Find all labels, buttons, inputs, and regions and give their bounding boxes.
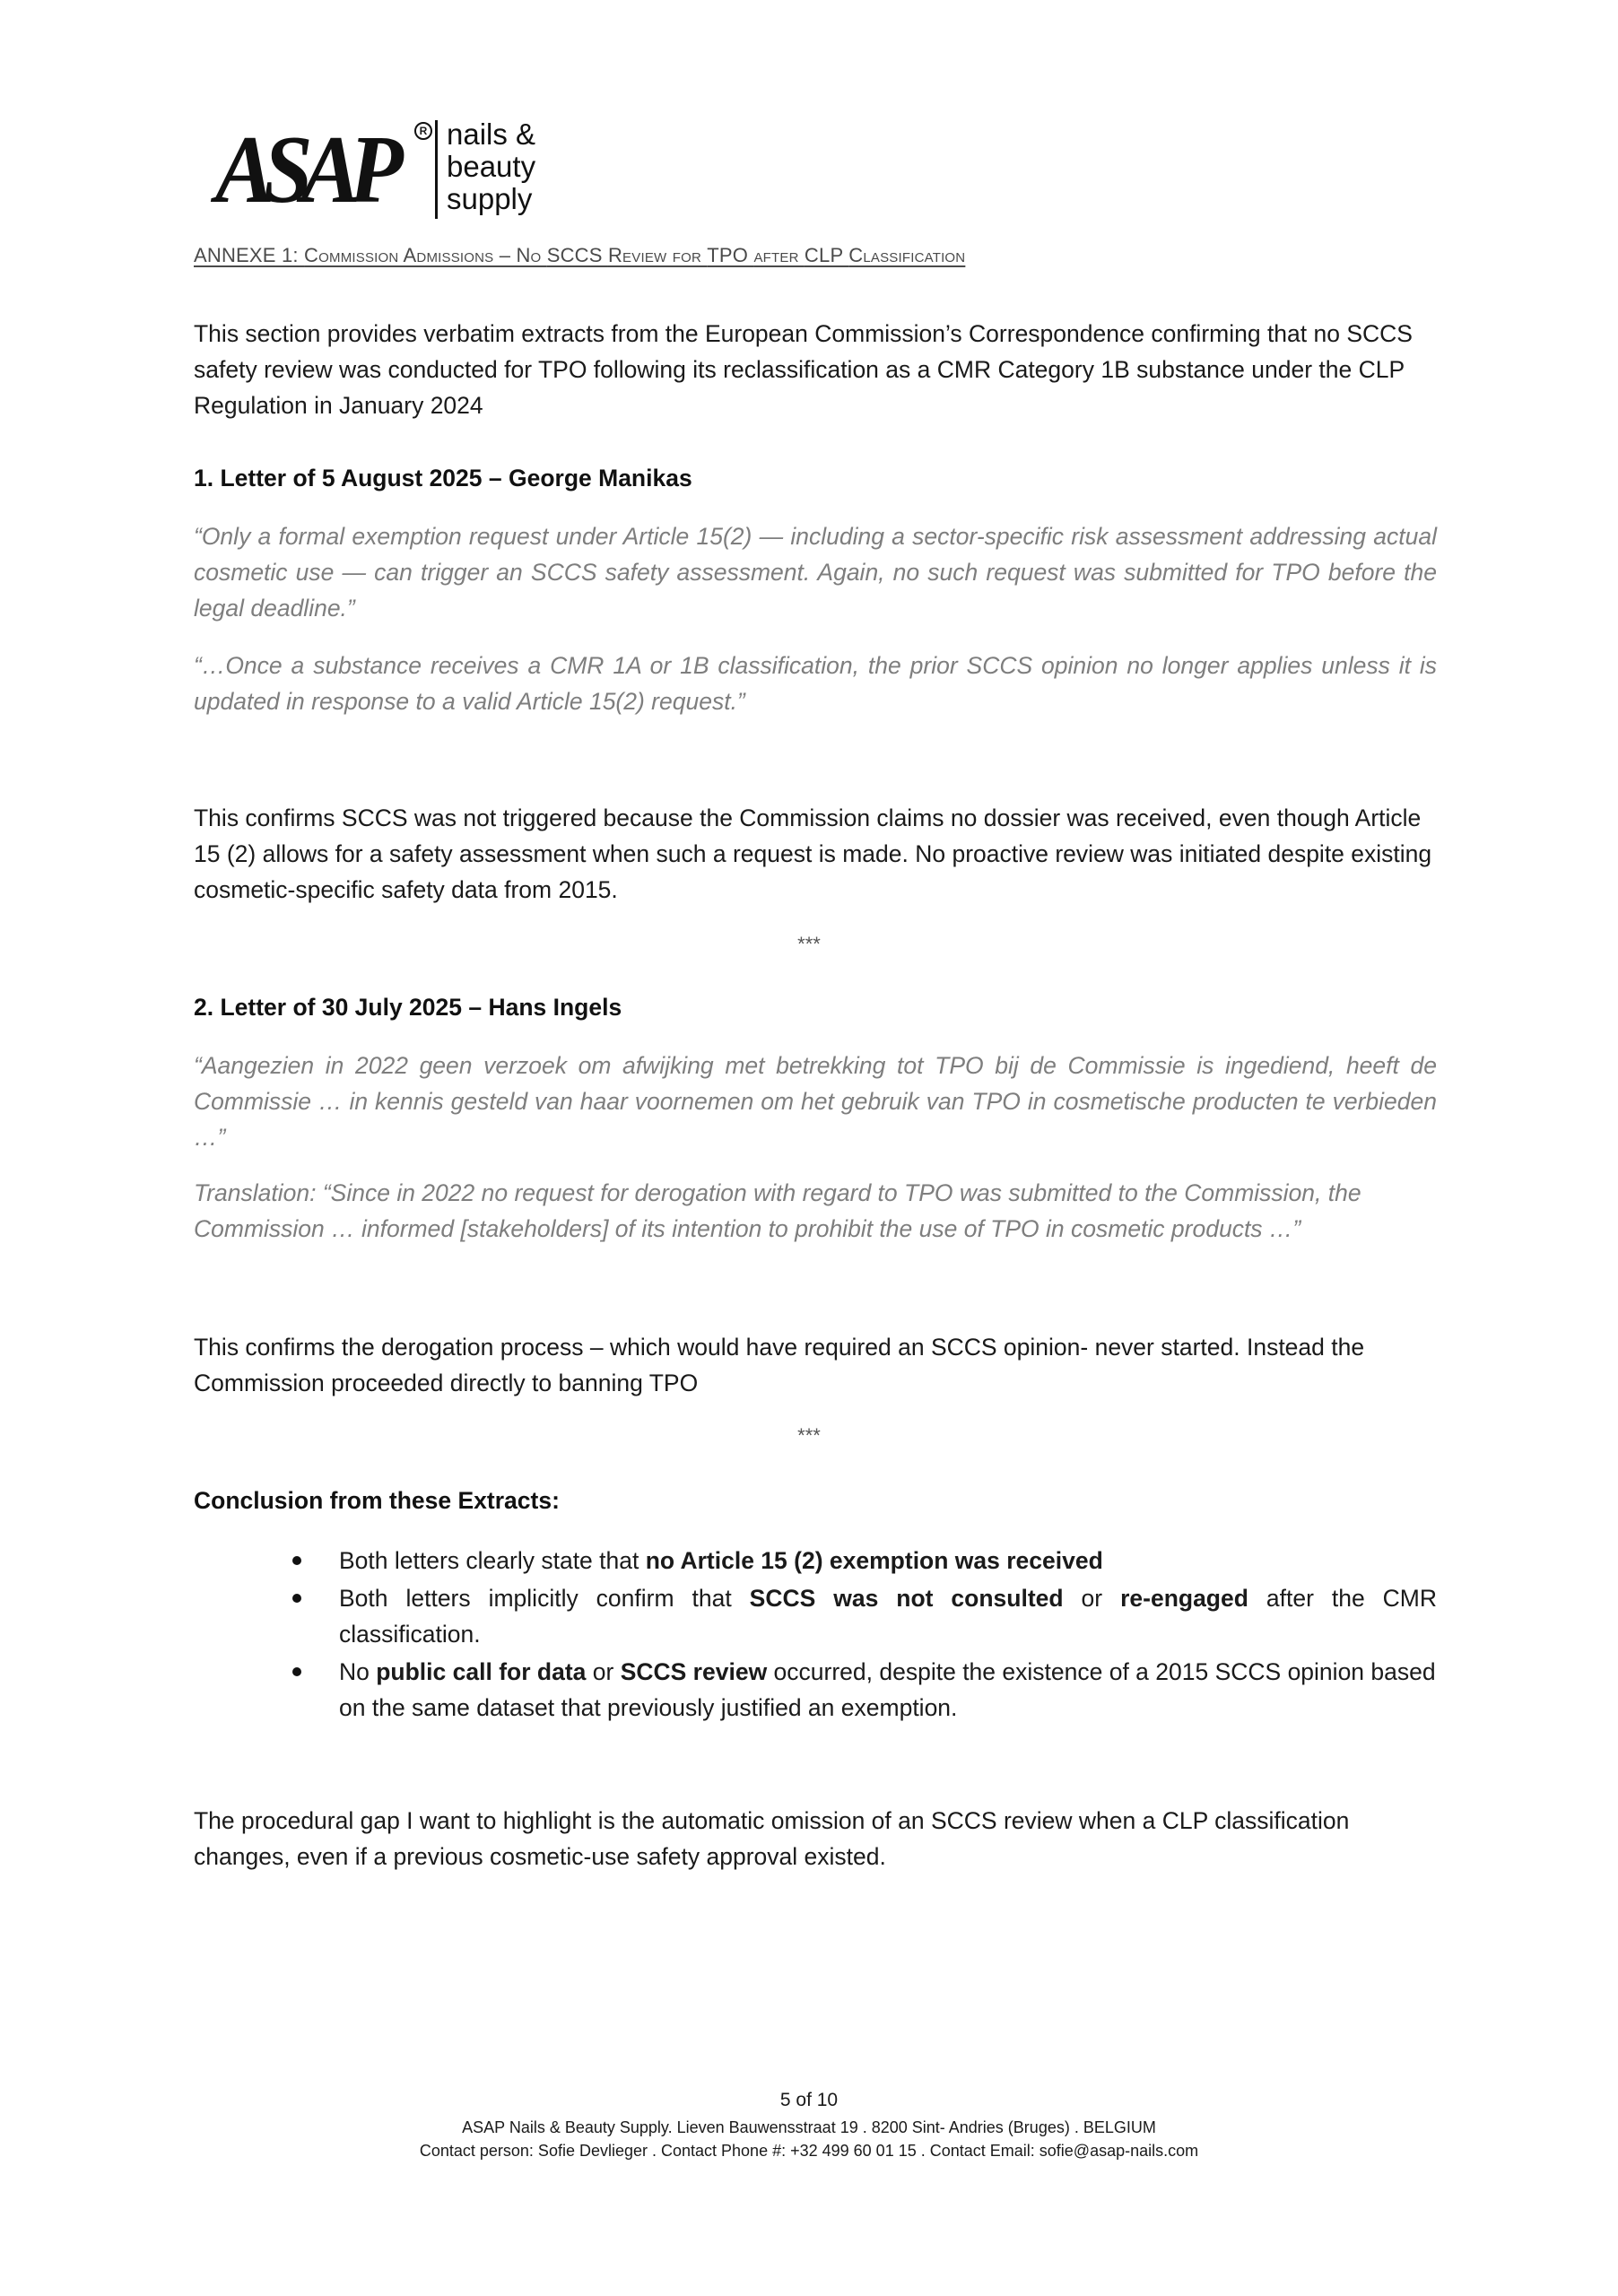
registered-mark-icon: R — [414, 122, 432, 140]
closing-paragraph: The procedural gap I want to highlight is the automatic omission of an SCCS review when a CLP classification changes, even if a previous cosmetic-use safety approval existed. — [194, 1807, 1350, 1870]
intro-paragraph: This section provides verbatim extracts from the European Commission’s Correspondence confirming that no SCCS safety review was conducted for TPO following its reclassification as a CMR Category 1B substance under the CLP Regulation in January 2024 — [194, 320, 1413, 419]
letter2-heading: 2. Letter of 30 July 2025 – Hans Ingels — [194, 994, 622, 1021]
company-logo — [215, 115, 536, 223]
list-item: Both letters implicitly confirm that SCCS was not consulted or re-engaged after the CMR classification. — [287, 1580, 1437, 1652]
page-number: 5 of 10 — [779, 2090, 839, 2110]
logo-mark: ASAP — [215, 117, 392, 223]
annex-title: ANNEXE 1: Commission Admissions – No SCCS Review for TPO after CLP Classification — [194, 244, 966, 266]
footer-address: ASAP Nails & Beauty Supply. Lieven Bauwensstraat 19 . 8200 Sint- Andries (Bruges) . BELGIUM — [462, 2118, 1156, 2136]
section-separator: *** — [797, 933, 821, 955]
list-item: Both letters clearly state that no Article 15 (2) exemption was received — [287, 1543, 1437, 1578]
conclusion-heading: Conclusion from these Extracts: — [194, 1487, 560, 1514]
logo-tagline: nails & beauty supply — [447, 117, 536, 215]
letter1-heading: 1. Letter of 5 August 2025 – George Manikas — [194, 465, 692, 491]
letter2-quote2: Translation: “Since in 2022 no request for derogation with regard to TPO was submitted to the Commission, the Commission … informed [stakeholders] of its intention to prohibit the use of TPO in cosmetic products …” — [194, 1179, 1361, 1242]
letter1-comment: This confirms SCCS was not triggered because the Commission claims no dossier was received, even though Article 15 (2) allows for a safety assessment when such a request is made. No proactive review was initiated despite existing cosmetic-specific safety data from 2015. — [194, 804, 1432, 903]
conclusion-list — [287, 1543, 1437, 1727]
letter2-comment: This confirms the derogation process – which would have required an SCCS opinion- never started. Instead the Commission proceeded directly to banning TPO — [194, 1334, 1365, 1396]
letter2-quote1: “Aangezien in 2022 geen verzoek om afwijking met betrekking tot TPO bij de Commissie is ingediend, heeft de Commissie … in kennis gesteld van haar voornemen om het gebruik van TPO in cosmetische producten te verbieden …” — [194, 1052, 1437, 1151]
section-separator: *** — [797, 1424, 821, 1447]
bullet-icon — [292, 1594, 301, 1603]
footer-contact: Contact person: Sofie Devlieger . Contact Phone #: +32 499 60 01 15 . Contact Email: sofie@asap-nails.com — [419, 2142, 1199, 2160]
list-item: No public call for data or SCCS review occurred, despite the existence of a 2015 SCCS opinion based on the same dataset that previously justified an exemption. — [287, 1654, 1437, 1726]
bullet-icon — [292, 1667, 301, 1676]
bullet-icon — [292, 1556, 301, 1565]
letter1-quote2: “…Once a substance receives a CMR 1A or 1B classification, the prior SCCS opinion no longer applies unless it is updated in response to a valid Article 15(2) request.” — [194, 652, 1437, 715]
logo-divider — [435, 120, 438, 219]
letter1-quote1: “Only a formal exemption request under Article 15(2) — including a sector-specific risk assessment addressing actual cosmetic use — can trigger an SCCS safety assessment. Again, no such request was submitted for TPO before the legal deadline.” — [194, 523, 1437, 622]
